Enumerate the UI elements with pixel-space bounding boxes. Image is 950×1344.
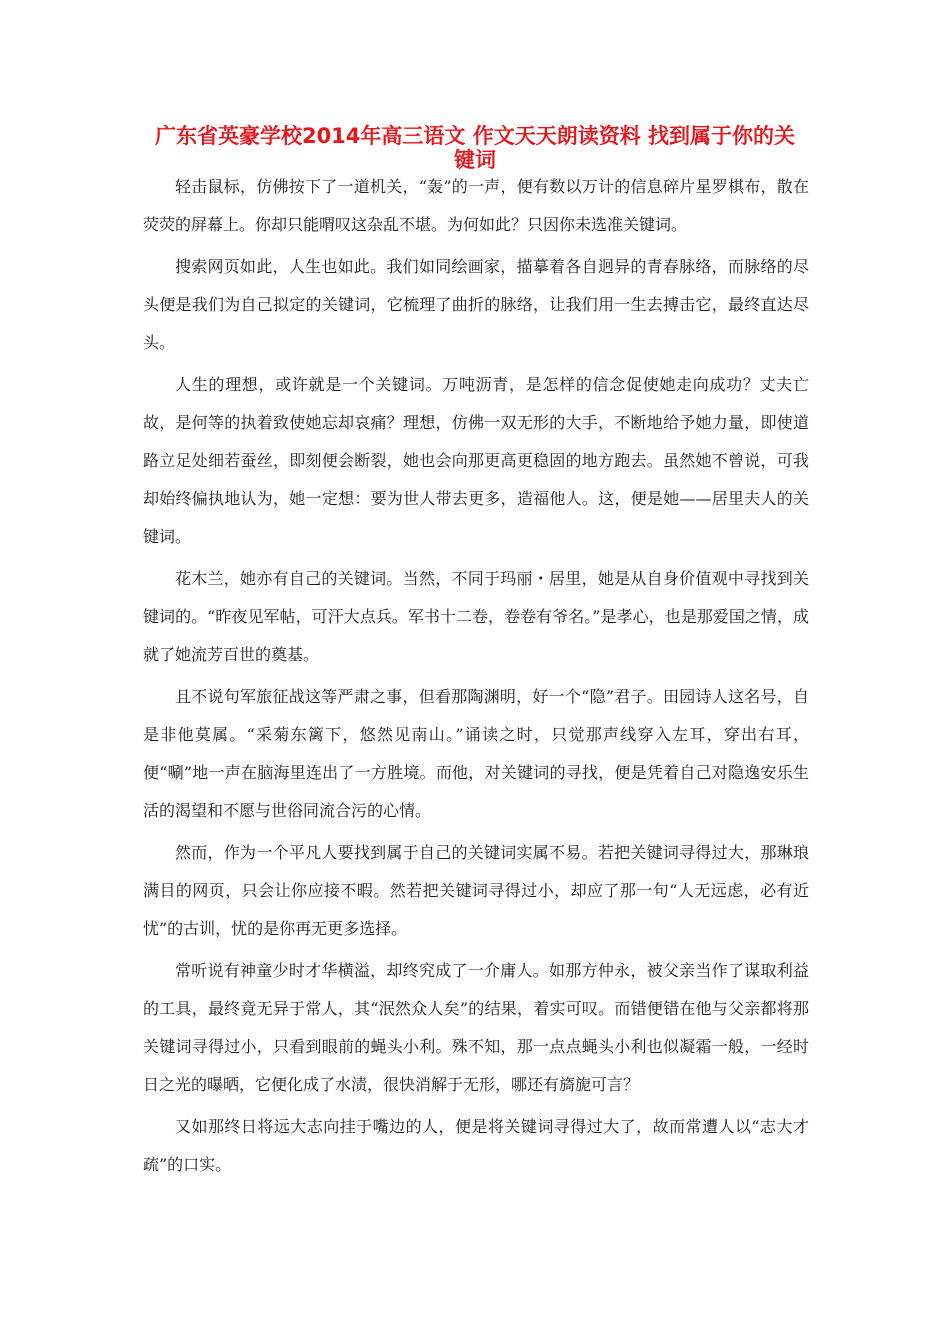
paragraph: 花木兰，她亦有自己的关键词。当然，不同于玛丽・居里，她是从自身价值观中寻找到关键词的。“昨夜见军帖，可汗大点兵。军书十二卷，卷卷有爷名。”是孝心，也是那爱国之情，成就了她流芳百世的奠基。: [143, 569, 809, 664]
document-title: 广东省英豪学校2014年高三语文 作文天天朗读资料 找到属于你的关键词: [154, 124, 796, 172]
paragraph: 常听说有神童少时才华横溢，却终究成了一介庸人。如那方仲永，被父亲当作了谋取利益的工具，最终竟无异于常人，其“泯然众人矣”的结果，着实可叹。而错便错在他与父亲都将那关键词寻得过小，只看到眼前的蝇头小利。殊不知，那一点点蝇头小利也似凝霜一般，一经时日之光的曝晒，它便化成了水渍，很快消解于无形，哪还有旖旎可言？: [143, 961, 809, 1094]
document-body: [143, 168, 809, 1188]
paragraph: 又如那终日将远大志向挂于嘴边的人，便是将关键词寻得过大了，故而常遭人以“志大才疏”的口实。: [143, 1117, 809, 1174]
paragraph: 搜索网页如此，人生也如此。我们如同绘画家，描摹着各自迥异的青春脉络，而脉络的尽头便是我们为自己拟定的关键词，它梳理了曲折的脉络，让我们用一生去搏击它，最终直达尽头。: [143, 257, 809, 352]
paragraph: 轻击鼠标，仿佛按下了一道机关，“轰”的一声，便有数以万计的信息碎片星罗棋布，散在荧荧的屏幕上。你却只能喟叹这杂乱不堪。为何如此？只因你未选准关键词。: [143, 177, 809, 234]
paragraph: 且不说句军旅征战这等严肃之事，但看那陶渊明，好一个“隐”君子。田园诗人这名号，自是非他莫属。“采菊东篱下，悠然见南山。”诵读之时，只觉那声线穿入左耳，穿出右耳，便“唰”地一声在脑海里连出了一方胜境。而他，对关键词的寻找，便是凭着自己对隐逸安乐生活的渴望和不愿与世俗同流合污的心情。: [143, 687, 809, 820]
paragraph: 然而，作为一个平凡人要找到属于自己的关键词实属不易。若把关键词寻得过大，那琳琅满目的网页，只会让你应接不暇。然若把关键词寻得过小，却应了那一句“人无远虑，必有近忧”的古训，忧的是你再无更多选择。: [143, 843, 809, 938]
paragraph: 人生的理想，或许就是一个关键词。万吨沥青，是怎样的信念促使她走向成功？丈夫亡故，是何等的执着致使她忘却哀痛？理想，仿佛一双无形的大手，不断地给予她力量，即使道路立足处细若蚕丝，即刻便会断裂，她也会向那更高更稳固的地方跑去。虽然她不曾说，可我却始终偏执地认为，她一定想：要为世人带去更多，造福他人。这，便是她——居里夫人的关键词。: [143, 375, 809, 546]
